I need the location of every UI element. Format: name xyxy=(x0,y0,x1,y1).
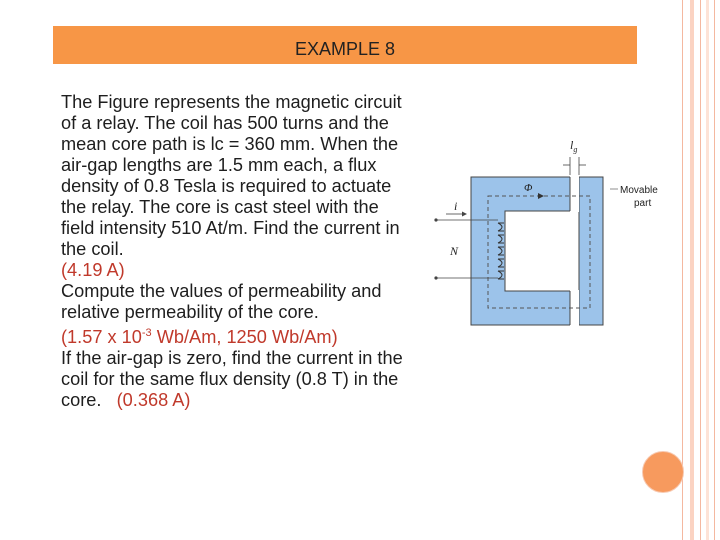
answer-1: (4.19 A) xyxy=(61,260,125,280)
decor-circle xyxy=(642,451,684,493)
question-3 xyxy=(61,348,411,411)
question-3-text: If the air-gap is zero, find the current in the coil for the same flux density (0.8 T) in the core. xyxy=(61,348,403,411)
gap-length-label: l xyxy=(570,138,574,152)
relay-figure xyxy=(420,135,690,335)
question-2: Compute the values of permeability and relative permeability of the core. xyxy=(61,281,382,322)
problem-text: The Figure represents the magnetic circuit of a relay. The coil has 500 turns and the mean core path is lc = 360 mm. When the air-gap lengths are 1.5 mm each, a flux density of 0.8 Tesla is required to actuate the relay. The core is cast steel with the field intensity 510 At/m. Find the current in the coil. xyxy=(61,92,402,259)
answer-2-exponent: -3 xyxy=(141,327,152,339)
movable-label-2: part xyxy=(634,198,652,209)
answer-2-base: (1.57 x 10 xyxy=(61,327,142,348)
current-label: i xyxy=(454,199,458,213)
answer-3: (0.368 A) xyxy=(116,390,191,411)
answer-2-units: Wb/Am, 1250 Wb/Am) xyxy=(151,327,338,348)
decor-stripe xyxy=(700,0,701,540)
svg-text:lg xyxy=(570,138,577,154)
flux-label: Φ xyxy=(524,182,533,194)
decor-stripe xyxy=(706,0,709,540)
title-bar xyxy=(53,26,637,64)
decor-stripe xyxy=(714,0,715,540)
slide-title: EXAMPLE 8 xyxy=(294,39,396,59)
slide-body xyxy=(61,92,411,411)
answer-2 xyxy=(61,323,411,348)
gap-length-subscript: g xyxy=(573,145,578,154)
turns-label: N xyxy=(450,244,459,258)
decor-stripe xyxy=(690,0,694,540)
movable-part xyxy=(579,177,603,325)
movable-label: Movable xyxy=(620,185,658,196)
